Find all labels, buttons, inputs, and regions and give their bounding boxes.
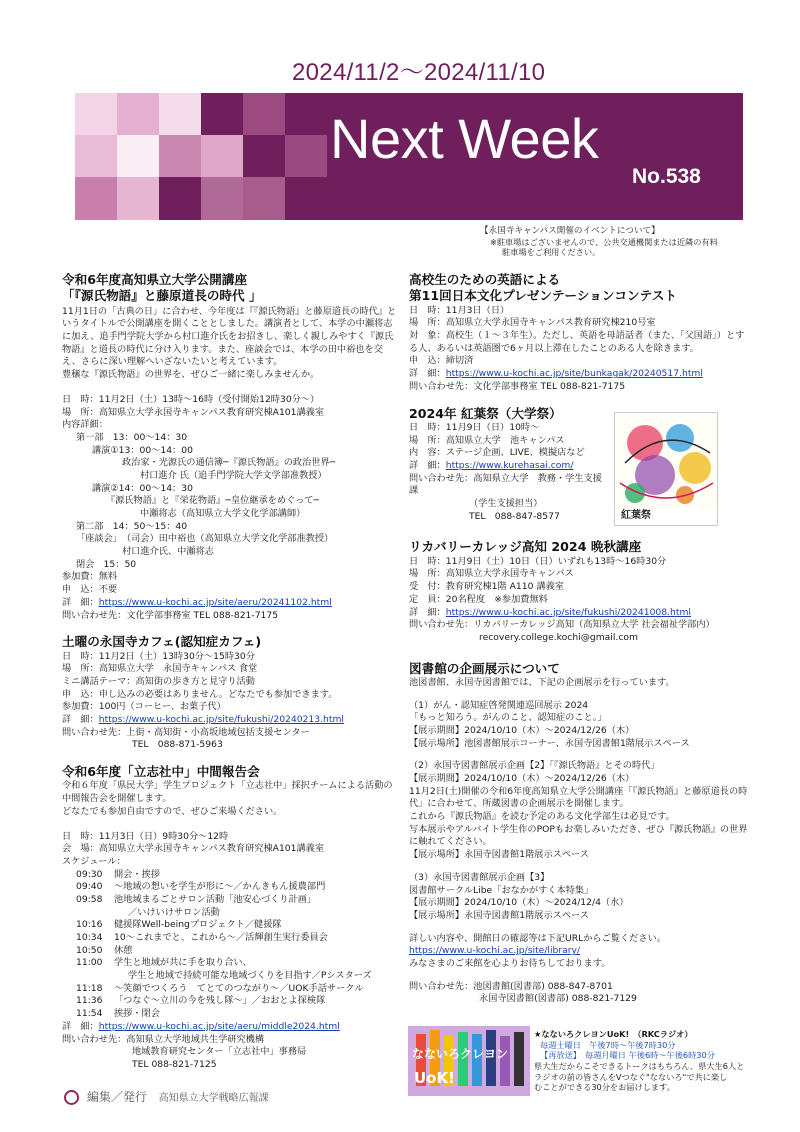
contact-email: recovery.college.kochi@gmail.com (479, 631, 638, 643)
url-label: 詳 細： (409, 606, 446, 618)
event-date: 日 時：11月2日（土）13時30分～15時30分 (62, 650, 255, 662)
program-item: 政治家・光源氏の通信簿─『源氏物語』の政治世界─ (122, 457, 336, 469)
radio-line: むことができる30分をお届けします。 (534, 1082, 675, 1093)
date-range: 2024/11/2〜2024/11/10 (292, 59, 546, 86)
event-apply: 申 込：申し込みの必要はありません。どなたでも参加できます。 (62, 688, 338, 700)
schedule-row (62, 957, 397, 970)
exhibit-sub: 「もっと知ろう。がんのこと、認知症のこと。」 (409, 712, 607, 724)
schedule-desc: ～笑顔でつくろう てとてのつながり～／UOK手話サークル (114, 982, 364, 994)
radio-info (534, 1029, 774, 1093)
schedule-desc: 池地域まるごとサロン活動「池安心づくり計画」 (114, 893, 317, 905)
exhibit-body: 11月2日(土)開催の令和6年度高知県立大学公開講座「『源氏物語』と藤原道長の時代」に合わせて、所蔵図書の企画展示を開催します。 これから『源氏物語』を読む予定のある文化学部生は必見です。 写本展示やアルバイト学生作のPOPもお楽しみいただき、ぜひ『源氏物語』の世界に触れてください。 (409, 785, 748, 848)
schedule-list (62, 869, 397, 1021)
program-item: 中瀬将志（高知県立大学文化学部講師） (140, 508, 306, 520)
contact: 地域教育研究センター「立志社中」事務局 (132, 1046, 307, 1058)
section-title: 土曜の永国寺カフェ(認知症カフェ) (62, 634, 262, 650)
schedule-desc: 開会・挨拶 (114, 868, 160, 880)
schedule-desc: 休憩 (114, 944, 133, 956)
program-item: 『源氏物語』と『栄花物語』─皇位継承をめぐって─ (106, 495, 320, 507)
contact-tel: TEL 088-847-8577 (469, 510, 560, 522)
detail-link[interactable]: https://www.u-kochi.ac.jp/site/fukushi/20241008.html (445, 606, 691, 618)
event-place: 場 所：高知県立大学永国寺キャンパス教育研究棟A101講義室 (62, 406, 325, 418)
contact: 問い合わせ先：高知県立大学 教務・学生支援課 (409, 472, 602, 497)
section-title: 図書館の企画展示について (409, 660, 560, 676)
radio-line: ラジオの前の皆さんをVつなぐ"なないろ"で共に楽し (534, 1071, 728, 1082)
event-date: 日 時：11月9日（土）10日（日）いずれも13時～16時30分 (409, 555, 667, 567)
footer-org: 高知県立大学戦略広報課 (158, 1093, 269, 1104)
contact: 問い合わせ先：リカバリーカレッジ高知（高知県立大学 社会福祉学部内） (409, 619, 715, 631)
event-date: 日 時：11月2日（土）13時～16時（受付開始12時30分～） (62, 393, 320, 405)
schedule-desc: 「つなぐ～立川の今を残し隊～」／おおとよ探検隊 (114, 995, 326, 1007)
exhibit-place: 【展示場所】永国寺図書館1階展示スペース (409, 849, 589, 861)
exhibit-period: 【展示期間】2024/10/10（木）～2024/12/4（水） (409, 897, 629, 909)
radio-logo-uok: UoK! (414, 1069, 455, 1087)
exhibit-period: 【展示期間】2024/10/10（木）～2024/12/26（木） (409, 773, 635, 785)
url-label: 詳 細： (409, 459, 446, 471)
event-capacity: 定 員：20名程度 ※参加費無料 (409, 593, 548, 605)
section-title: 2024年 紅葉祭（大学祭） (409, 405, 562, 421)
event-reception: 受 付：教育研究棟1階 A110 講義室 (409, 581, 564, 593)
event-fee: 参加費：無料 (62, 571, 118, 583)
section-title: 「『源氏物語』と藤原道長の時代 」 (62, 288, 262, 304)
program-item: 村口進介氏、中瀬将志 (122, 546, 214, 558)
contact-tel: TEL 088-821-7125 (132, 1058, 217, 1070)
event-place: 場 所：高知県立大学 池キャンパス (409, 434, 565, 446)
program-item: 閉会 15：50 (76, 558, 137, 570)
schedule-row (62, 894, 397, 907)
exhibit-place: 【展示場所】永国寺図書館1階展示スペース (409, 909, 589, 921)
schedule-row (62, 995, 397, 1008)
contact: 問い合わせ先：池図書館(図書部) 088-847-8701 (409, 980, 613, 992)
section-title: リカバリーカレッジ高知 2024 晩秋講座 (409, 539, 642, 555)
schedule-time: 09:40 (76, 881, 103, 893)
schedule-row (62, 983, 397, 996)
notice-line: 駐車場をご利用ください。 (502, 246, 601, 257)
program-item: 第一部 13：00～14：30 (76, 431, 188, 443)
right-column (409, 272, 749, 1006)
event-date: 日 時：11月3日（日） (409, 304, 510, 316)
event-theme: ミニ講話テーマ：高知街の歩き方と見守り活動 (62, 675, 255, 687)
event-date: 日 時：11月3日（日）9時30分～12時 (62, 830, 229, 842)
radio-logo (408, 1026, 530, 1096)
detail-link[interactable]: https://www.u-kochi.ac.jp/site/fukushi/20240213.html (98, 714, 344, 726)
schedule-desc: 学生と地域で持続可能な地域づくりを目指す／Pシスターズ (128, 970, 372, 982)
section-title: 第11回日本文化プレゼンテーションコンテスト (409, 288, 677, 304)
schedule-row (62, 932, 397, 945)
exhibit-heading: （3）永国寺図書館展示企画【3】 (409, 871, 550, 883)
footer-label: 編集／発行 (86, 1090, 147, 1104)
schedule-desc: ／いけいけサロン活動 (128, 906, 220, 918)
event-place: 場 所：高知県立大学 永国寺キャンパス 食堂 (62, 663, 258, 675)
schedule-time: 11:18 (76, 982, 103, 994)
schedule-desc: 学生と地域が共に手を取り合い、 (114, 957, 252, 969)
url-label: 詳 細： (62, 1020, 99, 1032)
section-title: 令和6年度高知県立大学公開講座 (62, 272, 248, 287)
contact: 問い合わせ先：文化学部事務室 TEL 088-821-7175 (409, 380, 626, 392)
footer (64, 1089, 269, 1106)
program-item: 講演①13：00～14：00 (92, 444, 193, 456)
schedule-row (62, 869, 397, 882)
event-content: 内 容：ステージ企画、LIVE、模擬店など (409, 447, 585, 459)
event-apply: 申 込：締切済 (409, 355, 474, 367)
detail-label: 内容詳細： (62, 419, 108, 431)
issue-number: No.538 (632, 165, 701, 188)
schedule-time: 09:30 (76, 868, 103, 880)
detail-link[interactable]: https://www.u-kochi.ac.jp/site/bunkagak/20240517.html (445, 368, 703, 380)
schedule-row (62, 945, 397, 958)
url-label: 詳 細： (62, 596, 99, 608)
event-target: 対 象：高校生（１～３年生）。ただし、英語を母語話者（また、「父国語」）とする人、あるいは英語圏で6ヶ月以上滞在したことのある人を除きます。 (409, 330, 745, 354)
program-item: 講演②14：00～14：30 (92, 482, 193, 494)
notice-line: ※駐車場はございませんので、公共交通機関または近隣の有料 (490, 236, 718, 247)
contact: （学生支援担当） (469, 498, 543, 510)
section-body: 詳しい内容や、開館日の確認等は下記URLからご覧ください。 (409, 932, 666, 944)
radio-title: ★なないろクレヨンUoK! （RKCラジオ） (534, 1029, 693, 1039)
event-date: 日 時：11月9日（日）10時～ (409, 421, 540, 433)
exhibit-heading: （2）永国寺図書館展示企画【2】「『源氏物語』とその時代」 (409, 760, 660, 772)
schedule-time: 10:34 (76, 932, 103, 943)
schedule-time: 11:36 (76, 995, 103, 1007)
schedule-desc: 健援隊Well-beingプロジェクト／健援隊 (114, 919, 282, 931)
program-item: 村口進介 氏（追手門学院大学文学部准教授） (140, 469, 327, 481)
page-title: Next Week (330, 107, 599, 170)
schedule-time: 11:54 (76, 1008, 103, 1020)
radio-logo-text: なないろクレヨン (412, 1047, 509, 1061)
event-place: 場 所：高知県立大学永国寺キャンパス (409, 568, 574, 580)
program-item: 「座談会」 （司会）田中裕也（高知県立大学文化学部准教授） (76, 533, 334, 545)
section-body: 令和６年度「県民大学」学生プロジェクト「立志社中」採択チームによる活動の中間報告会を開催します。 どなたでも参加自由ですので、ぜひご来場ください。 (62, 780, 393, 817)
schedule-time (76, 907, 114, 920)
schedule-desc: 10～これまでと、これから～／活輝創生実行委員会 (114, 932, 328, 943)
schedule-time (76, 970, 114, 983)
detail-link[interactable]: https://www.u-kochi.ac.jp/site/aeru/20241102.html (98, 596, 332, 608)
event-fee: 参加費：100円（コーヒー、お菓子代） (62, 701, 226, 713)
contact: 永国寺図書館(図書部) 088-821-7129 (479, 993, 637, 1005)
contact: 問い合わせ先：文化学部事務室 TEL 088-821-7175 (62, 609, 279, 621)
schedule-label: スケジュール： (62, 855, 126, 867)
contact-tel: TEL 088-871-5963 (132, 739, 223, 751)
detail-link[interactable]: https://www.kurehasai.com/ (445, 459, 574, 471)
event-place: 会 場：高知県立大学永国寺キャンパス教育研究棟A101講義室 (62, 843, 325, 855)
event-place: 場 所：高知県立大学永国寺キャンパス教育研究棟210号室 (409, 317, 656, 329)
section-body: 池図書館、永国寺図書館では、下記の企画展示を行っています。 (409, 676, 675, 688)
program-item: 第二部 14：50～15：40 (76, 520, 188, 532)
radio-line: 毎週土曜日 午後7時～午後7時30分 (540, 1039, 676, 1050)
url-label: 詳 細： (409, 368, 446, 380)
left-column (62, 272, 397, 1072)
section-title: 令和6年度「立志社中」中間報告会 (62, 764, 260, 780)
section-body: みなさまのご来館を心よりお待ちしております。 (409, 957, 611, 969)
library-link[interactable]: https://www.u-kochi.ac.jp/site/library/ (409, 945, 581, 957)
notice-line: 【永国寺キャンパス開催のイベントについて】 (480, 226, 660, 236)
campus-notice (480, 226, 718, 257)
schedule-row (62, 970, 397, 983)
schedule-time: 11:00 (76, 957, 103, 969)
contact: 問い合わせ先：高知県立大学地域共生学研究機構 (62, 1033, 265, 1045)
schedule-time: 10:16 (76, 919, 103, 931)
schedule-time: 10:50 (76, 944, 103, 956)
contact: 問い合わせ先：上街・高知街・小高坂地域包括支援センター (62, 726, 310, 738)
schedule-row (62, 881, 397, 894)
radio-line: 【再放送】 毎週月曜日 午後6時～午後6時30分 (540, 1050, 715, 1061)
detail-link[interactable]: https://www.u-kochi.ac.jp/site/aeru/middle2024.html (98, 1020, 340, 1032)
schedule-row (62, 1008, 397, 1021)
exhibit-sub: 図書館サークルLibe「おなかがすく本特集」 (409, 884, 594, 896)
exhibit-period: 【展示期間】2024/10/10（木）～2024/12/26（木） (409, 724, 635, 736)
schedule-row (62, 919, 397, 932)
university-emblem-icon (64, 1090, 79, 1105)
schedule-desc: 挨拶・閉会 (114, 1008, 160, 1020)
schedule-desc: ～地域の想いを学生が形に～／かんきもん援農部門 (114, 881, 326, 893)
section-body: 11月1日の「古典の日」に合わせ、今年度は『『源氏物語』と藤原道長の時代』というタイトルで公開講座を開くこととしました。講演者として、本学の中瀬将志に加え、追手門学院大学から村口進介氏をお招きし、楽しく親しみやすく『源氏物語』と道長の時代に分け入ります。また、座談会では、本学の田中裕也を交え、さらに深い理解へいざないたいと考えています。 豊穣な『源氏物語』の世界を、ぜひご一緒に楽しみませんか。 (62, 305, 397, 381)
exhibit-place: 【展示場所】池図書館展示コーナー、永国寺図書館1階展示スペース (409, 737, 690, 749)
festival-poster (614, 412, 718, 526)
schedule-row (62, 907, 397, 920)
poster-title: 紅葉祭 (621, 510, 651, 521)
url-label: 詳 細： (62, 714, 99, 726)
radio-line: 県大生だからこそできるトークはもちろん、県大生6人と (534, 1060, 745, 1071)
schedule-time: 09:58 (76, 893, 103, 905)
section-title: 高校生のための英語による (409, 272, 561, 287)
exhibit-heading: （1）がん・認知症啓発関連巡回展示 2024 (409, 699, 589, 711)
event-apply: 申 込：不要 (62, 584, 118, 596)
